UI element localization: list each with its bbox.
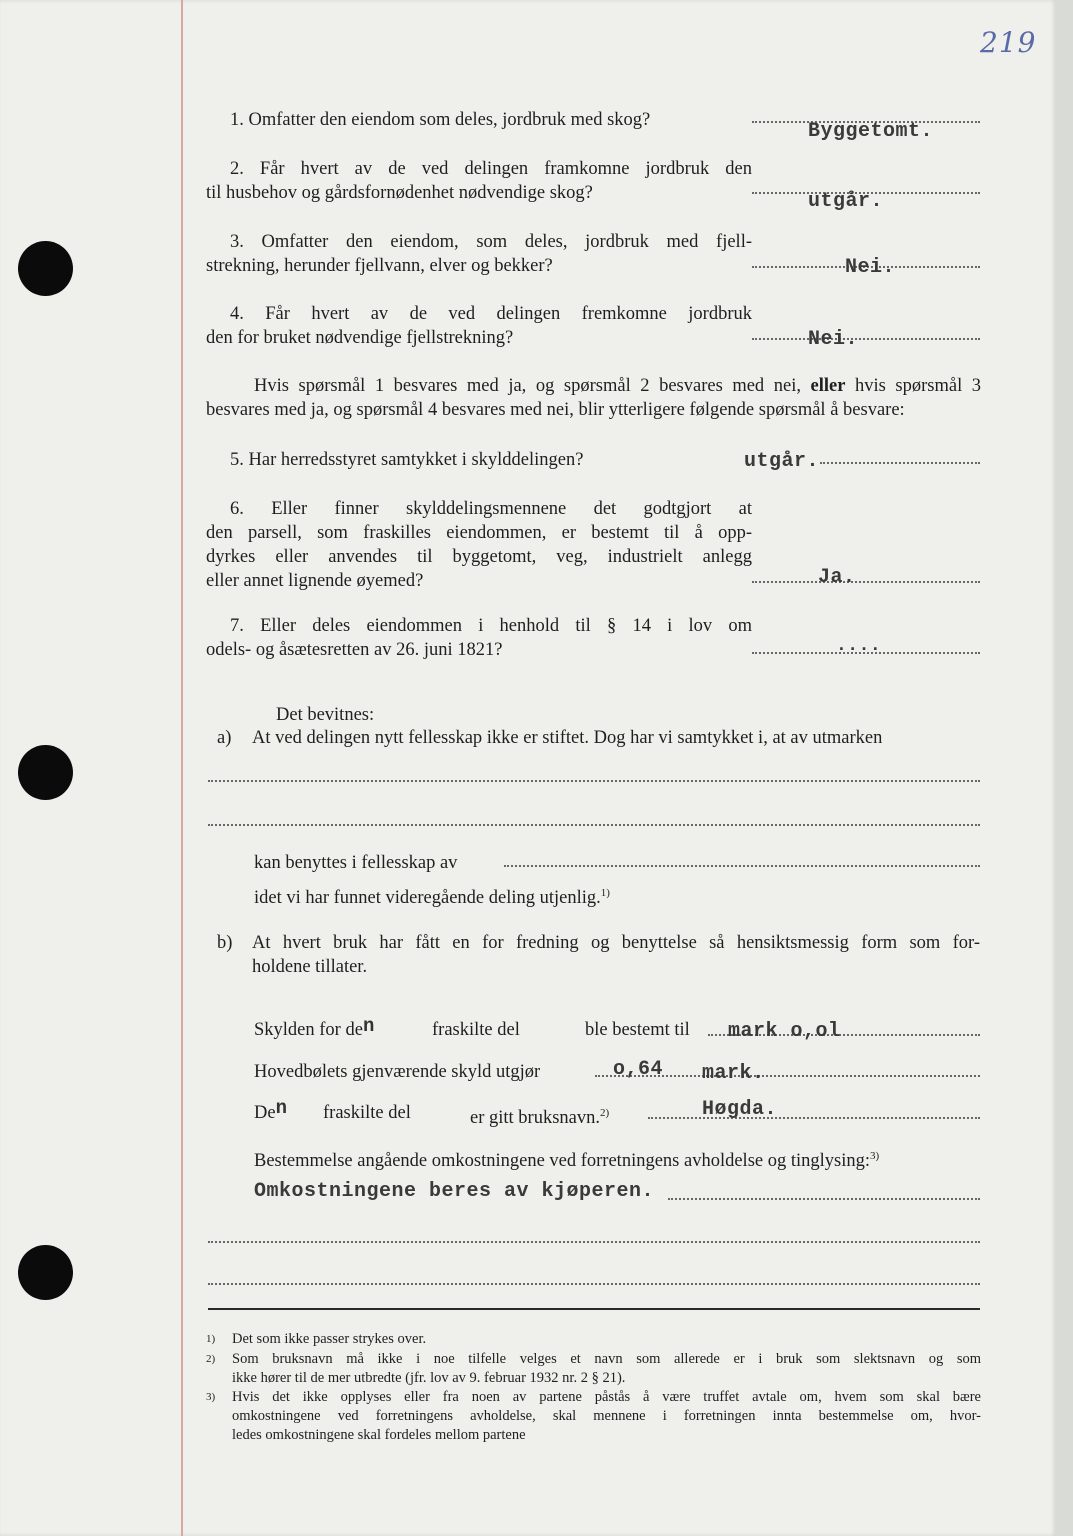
skyld-value: mark o,ol	[728, 1020, 841, 1043]
skyld-label-2: fraskilte del	[432, 1020, 520, 1040]
answer-6: Ja.	[818, 566, 856, 589]
question-4: 4. Får hvert av de ved delingen fremkomne jordbruk den for bruket nødvendige fjellstrekning?	[206, 304, 752, 348]
question-5: 5. Har herredsstyret samtykket i skylddelingen?	[230, 450, 584, 470]
question-7: 7. Eller deles eiendommen i henhold til § 14 i lov om odels- og åsætesretten av 26. juni 1821?	[206, 616, 752, 660]
fill-line	[208, 824, 980, 826]
punch-hole	[18, 1245, 73, 1300]
answer-line	[752, 338, 980, 340]
footnote-1: 1) Det som ikke passer strykes over.	[206, 1331, 427, 1347]
attest-b-marker: b)	[217, 933, 233, 953]
answer-4: Nei.	[808, 328, 859, 351]
answer-line	[752, 581, 980, 583]
question-2: 2. Får hvert av de ved delingen framkomne jordbruk den til husbehov og gårdsfornødenhet nødvendige skog?	[206, 159, 752, 203]
attest-a-marker: a)	[217, 728, 232, 748]
fill-line	[668, 1198, 980, 1200]
fill-line	[504, 865, 980, 867]
bruksnavn-label-2: fraskilte del	[323, 1103, 411, 1123]
hovedbol-label: Hovedbølets gjenværende skyld utgjør	[254, 1062, 541, 1082]
footnote-rule	[208, 1308, 980, 1310]
footnote-2: 2) Som bruksnavn må ikke i noe tilfelle velges et navn som allerede er i bruk som slektsnavn og som ikke hører til de mer utbredte (jfr. lov av 9. februar 1932 nr. 2 § 21).	[206, 1351, 981, 1386]
attest-heading: Det bevitnes:	[276, 705, 375, 725]
hovedbol-unit: mark.	[702, 1062, 765, 1085]
answer-3: Nei.	[845, 256, 896, 279]
fill-line	[648, 1117, 980, 1119]
answer-5: utgår.	[744, 450, 820, 473]
punch-hole	[18, 745, 73, 800]
bruksnavn-label: Den	[254, 1097, 287, 1123]
answer-line	[820, 462, 980, 464]
hovedbol-value: o,64	[613, 1058, 664, 1081]
fill-line	[208, 1283, 980, 1285]
answer-7: ....	[836, 636, 882, 656]
bruksnavn-value: Høgda.	[702, 1098, 778, 1121]
answer-2: utgår.	[808, 190, 884, 213]
attest-b-text: At hvert bruk har fått en for fredning og benyttelse så hensiktsmessig form som for- holdene tillater.	[252, 933, 980, 977]
question-1: 1. Omfatter den eiendom som deles, jordbruk med skog?	[230, 110, 651, 130]
punch-hole	[18, 241, 73, 296]
fill-line	[208, 1241, 980, 1243]
omkostning-label: Bestemmelse angående omkostningene ved forretningens avholdelse og tinglysing:$^{3)}$	[254, 1150, 880, 1172]
margin-rule	[181, 0, 183, 1536]
skyld-label: Skylden for den	[254, 1015, 375, 1040]
bruksnavn-label-3: er gitt bruksnavn.$^{2)}$	[470, 1107, 610, 1129]
question-6: 6. Eller finner skylddelingsmennene det godtgjort at den parsell, som fraskilles eiendommen, er bestemt til å opp- dyrkes eller anvendes til byggetomt, veg, industrielt anlegg eller annet lignende øyemed?	[206, 499, 752, 591]
footnote-3: 3) Hvis det ikke opplyses eller fra noen av partene påstås å være truffet avtale om, hvem som skal bære omkostningene ved forretningens avholdelse, skal mennene i forretningen innta bestemmelse om, hvor- ledes omkostningene skal fordeles mellom partene	[206, 1389, 981, 1443]
page-number: 219	[980, 26, 1037, 59]
question-3: 3. Omfatter den eiendom, som deles, jordbruk med fjell- strekning, herunder fjellvann, elver og bekker?	[206, 232, 752, 276]
answer-1: Byggetomt.	[808, 120, 934, 143]
reason-text: idet vi har funnet videregående deling utjenlig.$^{1)}$	[254, 887, 610, 909]
omkostning-value: Omkostningene beres av kjøperen.	[254, 1180, 655, 1203]
attest-a-text: At ved delingen nytt fellesskap ikke er stiftet. Dog har vi samtykket i, at av utmarken	[252, 728, 883, 748]
fill-line	[208, 780, 980, 782]
conditional-paragraph: Hvis spørsmål 1 besvares med ja, og spørsmål 2 besvares med nei, eller hvis spørsmål 3 besvares med ja, og spørsmål 4 besvares med nei, blir ytterligere følgende spørsmål å besvare:	[206, 376, 982, 420]
skyld-label-3: ble bestemt til	[585, 1020, 690, 1040]
common-use-label: kan benyttes i fellesskap av	[254, 853, 458, 873]
